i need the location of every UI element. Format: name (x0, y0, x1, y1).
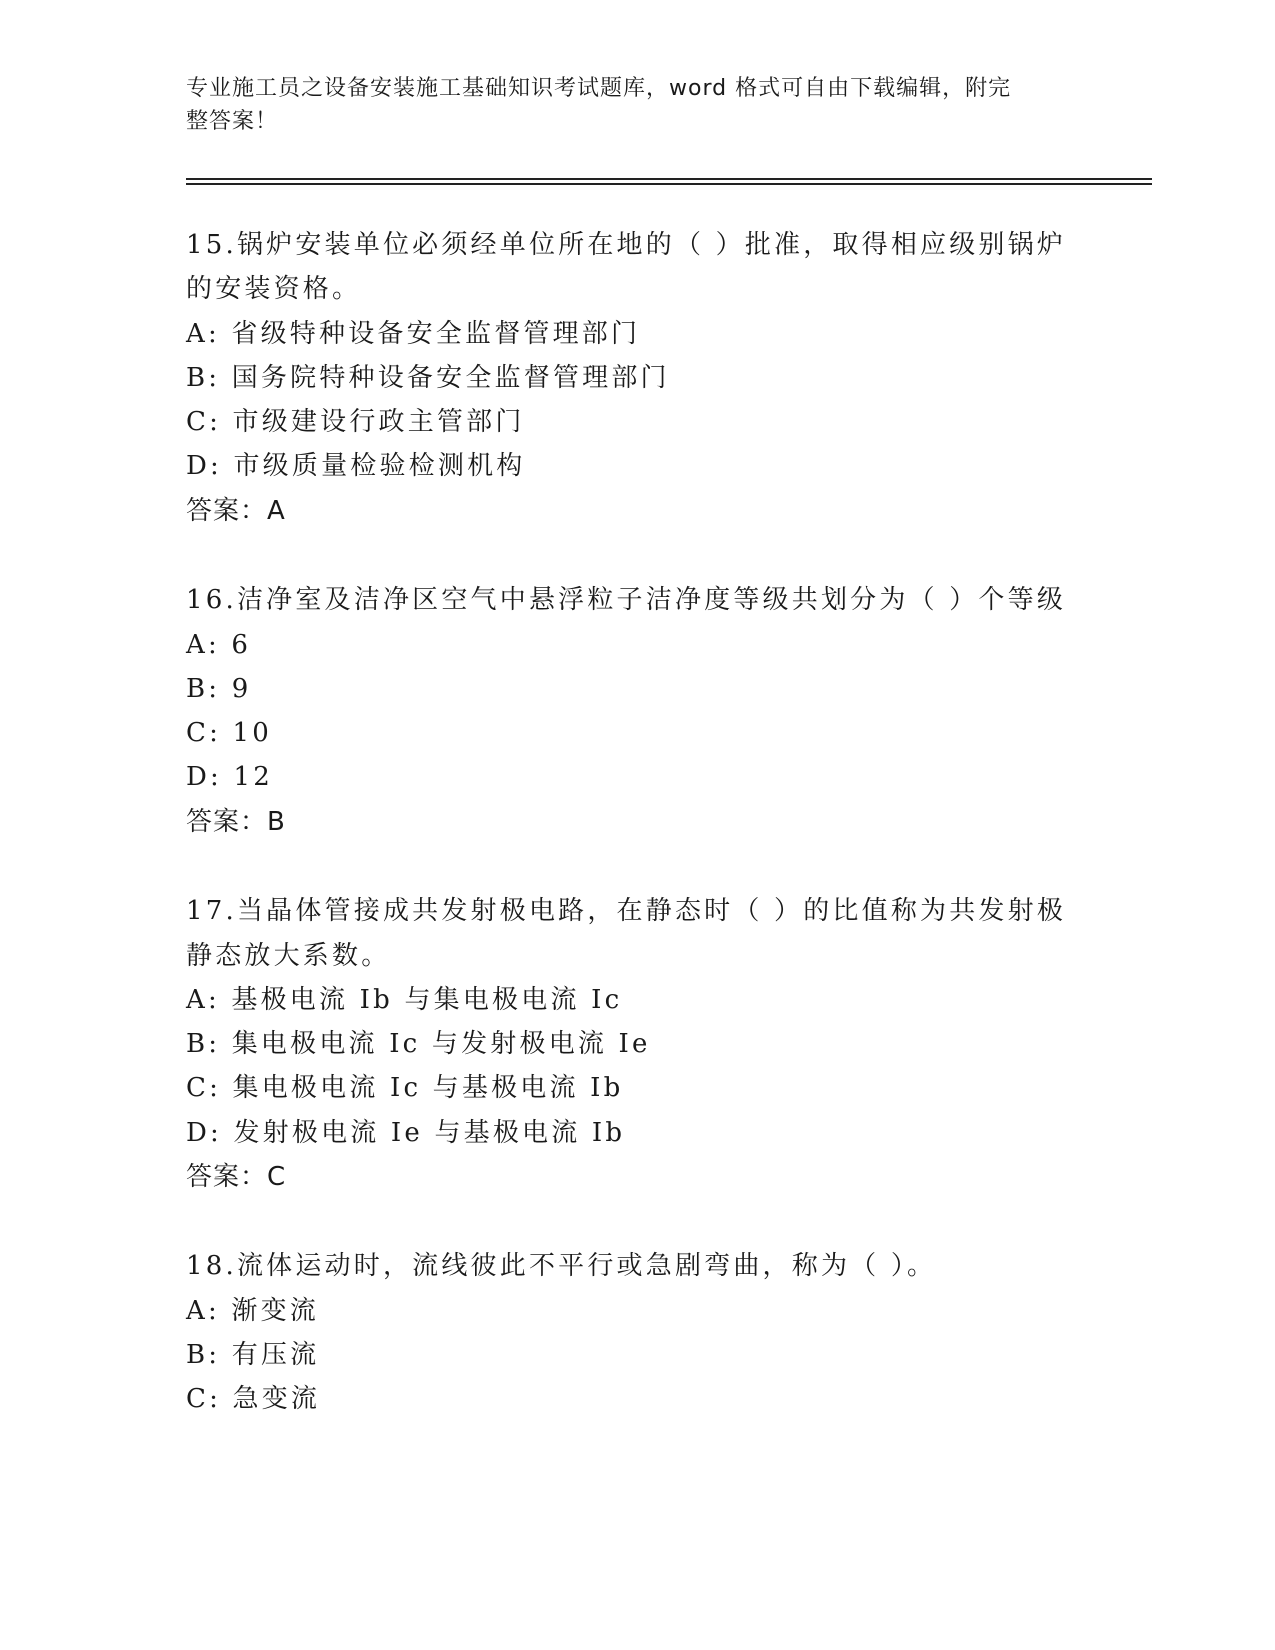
question-18-stem-line-1: 18.流体运动时，流线彼此不平行或急剧弯曲，称为（ ）。 (186, 1251, 937, 1281)
question-15-stem-line-1: 15.锅炉安装单位必须经单位所在地的（ ）批准，取得相应级别锅炉 (186, 230, 1067, 260)
question-16-option-d: D: 12 (186, 762, 273, 792)
question-18-option-a: A: 渐变流 (186, 1296, 320, 1326)
question-17-option-d: D: 发射极电流 Ie 与基极电流 Ib (186, 1118, 626, 1148)
document-header (186, 72, 1066, 138)
question-15-option-a: A: 省级特种设备安全监督管理部门 (186, 319, 641, 349)
question-17-option-c: C: 集电极电流 Ic 与基极电流 Ib (186, 1073, 624, 1103)
question-17-option-b: B: 集电极电流 Ic 与发射极电流 Ie (186, 1029, 651, 1059)
header-divider-top (186, 178, 1152, 180)
question-17-answer: 答案：C (186, 1162, 287, 1192)
header-line-2: 整答案！ (186, 109, 279, 134)
question-16-option-b: B: 9 (186, 674, 252, 704)
question-16-option-c: C: 10 (186, 718, 273, 748)
question-15-option-d: D: 市级质量检验检测机构 (186, 451, 526, 481)
question-15-answer: 答案：A (186, 496, 286, 526)
header-divider-bottom (186, 183, 1152, 185)
question-15-option-b: B: 国务院特种设备安全监督管理部门 (186, 363, 670, 393)
question-18-option-c: C: 急变流 (186, 1384, 321, 1414)
question-16-answer: 答案：B (186, 807, 286, 837)
question-17-stem-line-1: 17.当晶体管接成共发射极电路，在静态时（ ）的比值称为共发射极 (186, 896, 1067, 926)
question-17-option-a: A: 基极电流 Ib 与集电极电流 Ic (186, 985, 623, 1015)
question-15-stem-line-2: 的安装资格。 (186, 274, 362, 304)
question-17-stem-line-2: 静态放大系数。 (186, 941, 391, 971)
question-18-option-b: B: 有压流 (186, 1340, 320, 1370)
question-15-option-c: C: 市级建设行政主管部门 (186, 407, 525, 437)
header-line-1: 专业施工员之设备安装施工基础知识考试题库，word 格式可自由下载编辑，附完 (186, 76, 1012, 101)
question-16-option-a: A: 6 (186, 630, 252, 660)
question-16-stem-line-1: 16.洁净室及洁净区空气中悬浮粒子洁净度等级共划分为（ ）个等级 (186, 585, 1067, 615)
